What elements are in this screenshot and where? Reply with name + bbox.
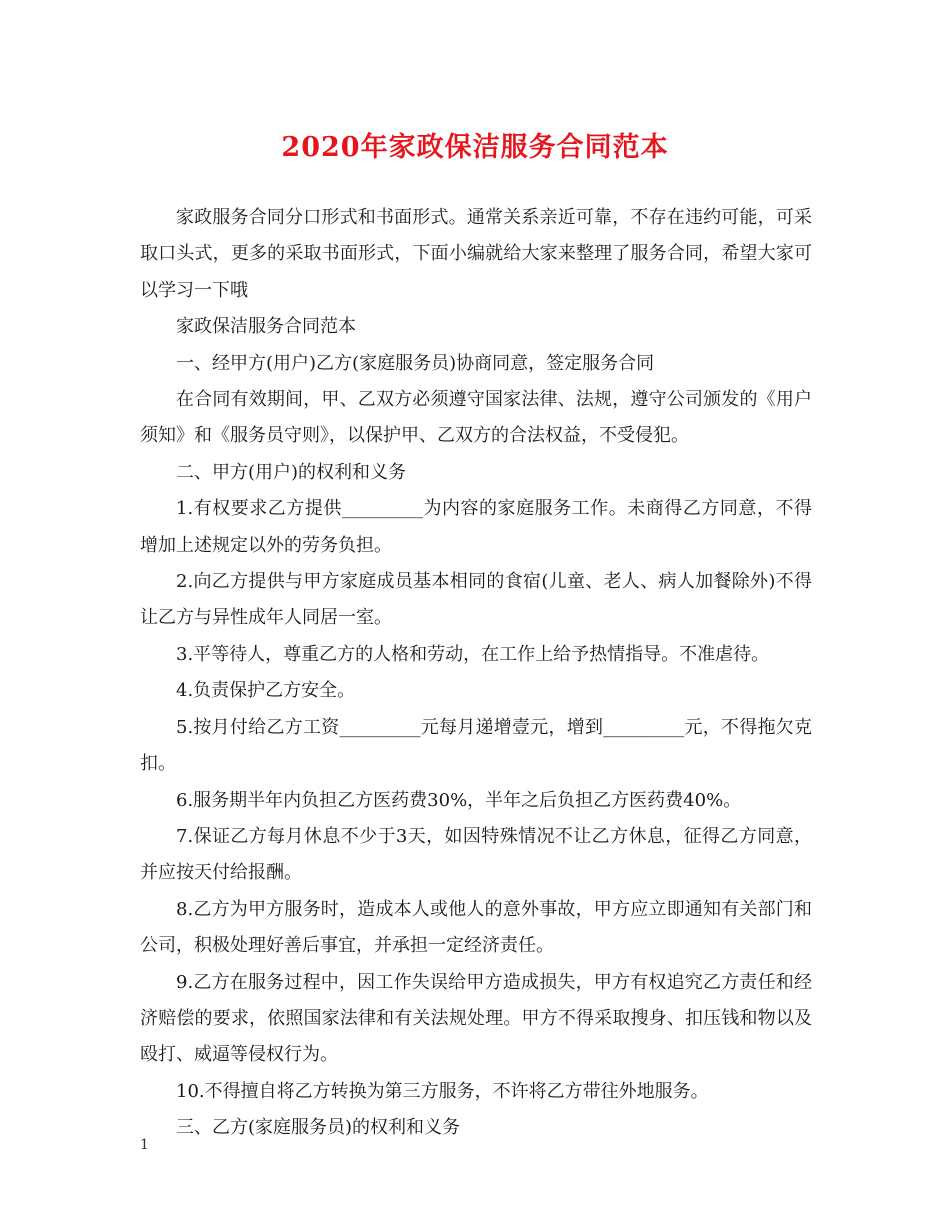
document-title: 2020年家政保洁服务合同范本 bbox=[281, 132, 669, 163]
list-item: 9.乙方在服务过程中，因工作失误给甲方造成损失，甲方有权追究乙方责任和经济赔偿的要求，依照国家法律和有关法规处理。甲方不得采取搜身、扣压钱和物以及殴打、威逼等侵权行为。 bbox=[140, 971, 812, 1066]
paragraph: 家政服务合同分口形式和书面形式。通常关系亲近可靠，不存在违约可能，可采取口头式，更多的采取书面形式，下面小编就给大家来整理了服务合同，希望大家可以学习一下哦 bbox=[140, 207, 812, 301]
list-item: 5.按月付给乙方工资_________元每月递增壹元，增到_________元，不得拖欠克扣。 bbox=[140, 716, 812, 775]
page-number: 1 bbox=[140, 1137, 149, 1153]
list-item: 6.服务期半年内负担乙方医药费30%，半年之后负担乙方医药费40%。 bbox=[176, 789, 742, 811]
list-item: 1.有权要求乙方提供_________为内容的家庭服务工作。未商得乙方同意，不得增加上述规定以外的劳务负担。 bbox=[140, 498, 812, 556]
document-body bbox=[140, 200, 812, 1147]
list-item: 7.保证乙方每月休息不少于3天，如因特殊情况不让乙方休息，征得乙方同意，并应按天付给报酬。 bbox=[140, 825, 812, 884]
paragraph: 在合同有效期间，甲、乙双方必须遵守国家法律、法规，遵守公司颁发的《用户须知》和《服务员守则》，以保护甲、乙双方的合法权益，不受侵犯。 bbox=[140, 389, 812, 447]
section-heading: 二、甲方(用户)的权利和义务 bbox=[176, 461, 407, 483]
section-heading: 一、经甲方(用户)乙方(家庭服务员)协商同意，签定服务合同 bbox=[176, 352, 655, 374]
list-item: 2.向乙方提供与甲方家庭成员基本相同的食宿(儿童、老人、病人加餐除外)不得让乙方与异性成年人同居一室。 bbox=[140, 571, 812, 629]
list-item: 3.平等待人，尊重乙方的人格和劳动，在工作上给予热情指导。不准虐待。 bbox=[176, 643, 770, 665]
list-item: 10.不得擅自将乙方转换为第三方服务，不许将乙方带往外地服务。 bbox=[176, 1080, 709, 1102]
paragraph: 家政保洁服务合同范本 bbox=[176, 316, 356, 338]
list-item: 4.负责保护乙方安全。 bbox=[176, 680, 356, 702]
list-item: 8.乙方为甲方服务时，造成本人或他人的意外事故，甲方应立即通知有关部门和公司，积极处理好善后事宜，并承担一定经济责任。 bbox=[140, 898, 812, 957]
section-heading: 三、乙方(家庭服务员)的权利和义务 bbox=[176, 1117, 461, 1139]
